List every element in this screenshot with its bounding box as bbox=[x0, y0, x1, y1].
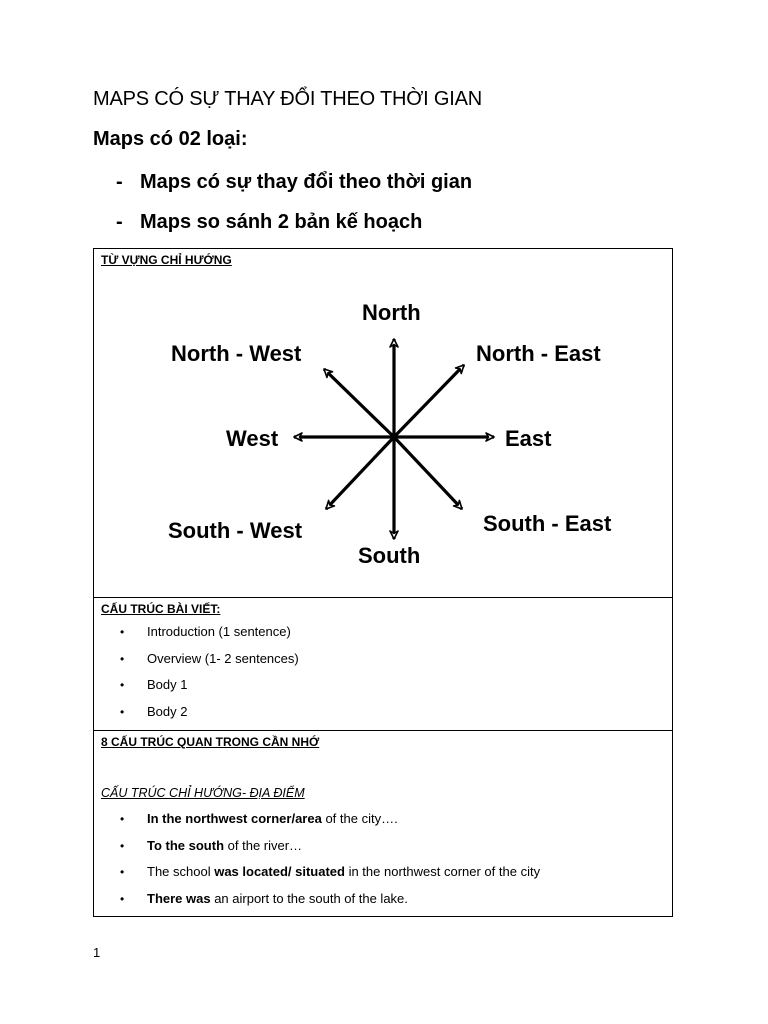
north-west-arrow bbox=[324, 369, 394, 437]
writing-structure-list bbox=[120, 623, 299, 730]
direction-location-label: CẤU TRÚC CHỈ HƯỚNG- ĐỊA ĐIỂM bbox=[101, 786, 305, 800]
label-north-west: North - West bbox=[171, 341, 302, 366]
key-structures-list bbox=[120, 810, 540, 917]
bullet-marker: • bbox=[120, 812, 125, 826]
key-structures-label: 8 CẤU TRÚC QUAN TRONG CẦN NHỚ bbox=[101, 735, 320, 749]
writing-structure-box bbox=[93, 597, 673, 731]
map-type-item bbox=[116, 208, 472, 248]
bullet-marker: • bbox=[120, 625, 125, 639]
map-type-label: Maps có sự thay đổi theo thời gian bbox=[140, 171, 473, 193]
north-east-arrow bbox=[394, 365, 464, 437]
list-item: • The school was located/ situated in the northwest corner of the city bbox=[120, 864, 541, 880]
label-south-west: South - West bbox=[168, 518, 303, 543]
list-item: • There was an airport to the south of the lake. bbox=[120, 891, 408, 907]
list-item: • Introduction (1 sentence) bbox=[120, 624, 291, 639]
list-item: • Body 1 bbox=[120, 677, 188, 693]
list-item: • To the south of the river… bbox=[120, 837, 303, 853]
bullet-marker: • bbox=[120, 865, 125, 880]
compass-rose-diagram bbox=[94, 249, 672, 597]
map-type-item bbox=[116, 168, 472, 208]
bullet-marker: • bbox=[120, 892, 125, 907]
list-item: • In the northwest corner/area of the city…. bbox=[120, 811, 398, 826]
map-type-label: Maps so sánh 2 bản kế hoạch bbox=[140, 211, 423, 233]
dash-marker: - bbox=[116, 171, 123, 193]
label-south-east: South - East bbox=[483, 511, 612, 536]
label-north: North bbox=[362, 300, 421, 325]
map-types-heading: Maps có 02 loại: bbox=[93, 128, 248, 150]
bullet-marker: • bbox=[120, 651, 125, 666]
bullet-marker: • bbox=[120, 678, 125, 693]
south-west-arrow bbox=[326, 437, 394, 509]
label-east: East bbox=[505, 426, 552, 451]
label-north-east: North - East bbox=[476, 341, 601, 366]
document-title: MAPS CÓ SỰ THAY ĐỔI THEO THỜI GIAN bbox=[93, 88, 482, 110]
page-number: 1 bbox=[93, 945, 101, 960]
direction-vocabulary-label: TỪ VỰNG CHỈ HƯỚNG bbox=[101, 253, 232, 267]
label-south: South bbox=[358, 543, 421, 568]
bullet-marker: • bbox=[120, 705, 125, 720]
writing-structure-label: CẤU TRÚC BÀI VIẾT: bbox=[101, 602, 221, 616]
south-east-arrow bbox=[394, 437, 462, 509]
list-item: • Body 2 bbox=[120, 704, 188, 720]
list-item: • Overview (1- 2 sentences) bbox=[120, 650, 299, 666]
key-structures-box bbox=[93, 730, 673, 917]
dash-marker: - bbox=[116, 211, 123, 233]
direction-vocabulary-box bbox=[93, 248, 673, 598]
label-west: West bbox=[226, 426, 279, 451]
map-types-list bbox=[116, 168, 472, 248]
bullet-marker: • bbox=[120, 838, 125, 853]
